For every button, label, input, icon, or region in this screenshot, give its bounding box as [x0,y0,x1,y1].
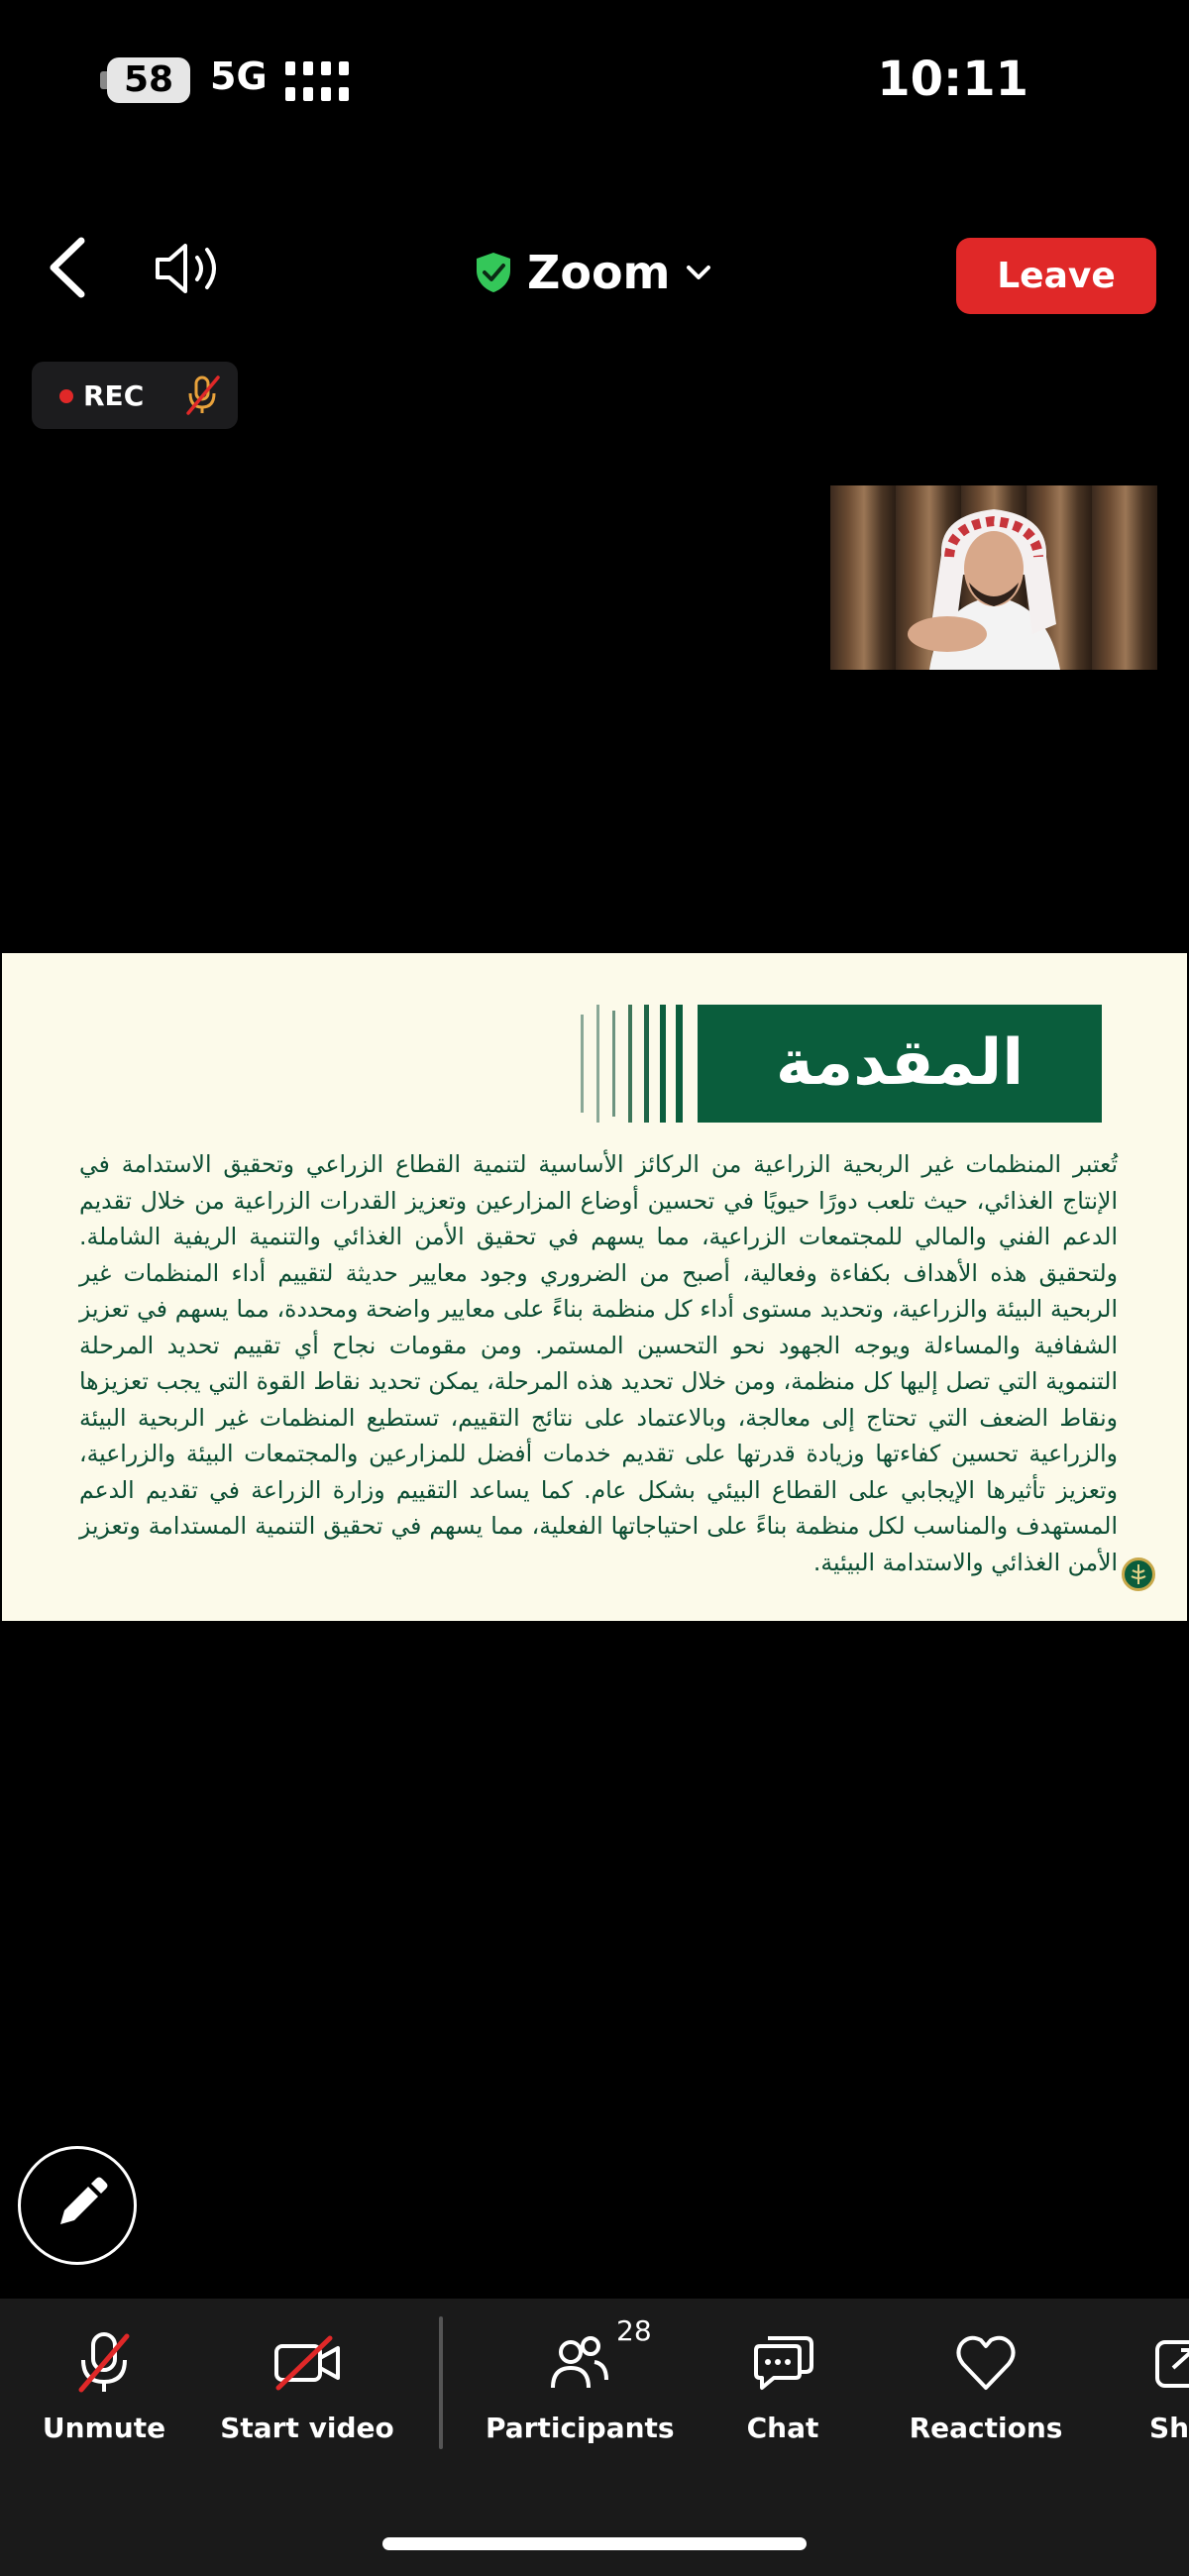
chat-button[interactable] [723,2328,842,2477]
slide-body-text: تُعتبر المنظمات غير الربحية الزراعية من الركائز الأساسية لتنمية القطاع الزراعي وتحقيق الاستدامة في الإنتاج الغذائي، حيث تلعب دورًا حيويًا في تحسين أوضاع المزارعين وتعزيز القدرات الزراعية من خلال تقديم الدعم الفني والمالي للمجتمعات الزراعية، مما يسهم في تحقيق الأمن الغذائي والتنمية الريفية الشاملة. ولتحقيق هذه الأهداف بكفاءة وفعالية، أصبح من الضروري وجود معايير حديثة لتقييم أداء المنظمات غير الربحية البيئة والزراعية، وتحديد مستوى أداء كل منظمة بناءً على معايير واضحة ومحددة، مما يسهم في تعزيز الشفافية والمساءلة ويوجه الجهود نحو التحسين المستمر. ومن مقومات نجاح أي تقييم تحديد المرحلة التنموية التي تصل إليها كل منظمة، ومن خلال تحديد هذه المرحلة، يمكن تحديد نقاط القوة التي يجب تعزيزها ونقاط الضعف التي تحتاج إلى معالجة، وبالاعتماد على نتائج التقييم، تستطيع المنظمات غير الربحية البيئة والزراعية تحسين كفاءتها وزيادة قدرتها على تقديم خدمات أفضل للمزارعين والمجتمعات البيئة والزراعية، وتعزيز تأثيرها الإيجابي على القطاع البيئي بشكل عام. كما يساعد التقييم وزارة الزراعة في تقديم الدعم المستهدف والمناسب لكل منظمة بناءً على احتياجاتها الفعلية، مما يسهم في تحقيق التنمية المستدامة وتعزيز الأمن الغذائي والاستدامة البيئية. [79,1150,1118,1576]
heart-icon [951,2328,1021,2398]
home-indicator[interactable] [382,2537,807,2550]
leave-button[interactable]: Leave [956,238,1156,314]
network-type: 5G [210,54,268,98]
meeting-toolbar [0,2299,1189,2576]
speaker-button[interactable] [154,240,225,297]
shield-check-icon [474,251,513,294]
share-button[interactable] [1149,2328,1189,2477]
chevron-down-icon [685,263,712,282]
chat-icon [748,2328,817,2398]
participants-icon [545,2328,614,2398]
recording-dot [59,389,73,403]
recording-label: REC [83,379,145,412]
unmute-button[interactable] [30,2328,178,2477]
participants-button[interactable] [486,2328,674,2477]
annotate-button[interactable] [18,2146,137,2265]
recording-indicator [32,362,238,429]
battery-tip [100,71,107,89]
speaker-icon [154,240,225,297]
battery-indicator: 58 [107,57,190,103]
decorative-stripes [577,1005,686,1123]
chevron-left-icon [40,233,99,302]
share-icon [1149,2328,1189,2398]
participants-label: Participants [486,2412,675,2444]
mic-off-icon [180,374,224,417]
back-button[interactable] [40,233,99,302]
mic-off-icon [69,2328,139,2398]
clock: 10:11 [877,52,1028,107]
participant-video[interactable] [830,485,1157,670]
pencil-icon [21,2149,134,2262]
reactions-label: Reactions [909,2412,1063,2444]
meeting-header [0,213,1189,337]
share-label: Sh [1149,2412,1189,2444]
start-video-label: Start video [220,2412,394,2444]
reactions-button[interactable] [902,2328,1070,2477]
unmute-label: Unmute [42,2412,166,2444]
video-off-icon [272,2328,342,2398]
participant-avatar [830,485,1157,670]
signal-icon [285,61,351,101]
slide-heading: المقدمة [698,1005,1102,1123]
toolbar-divider [439,2316,443,2449]
shared-slide [2,953,1187,1621]
meeting-title-text: Zoom [527,246,671,299]
meeting-title[interactable] [474,243,712,302]
status-bar [0,0,1189,159]
chat-label: Chat [746,2412,819,2444]
participants-count: 28 [616,2314,652,2347]
ministry-logo-icon [1122,1557,1155,1591]
start-video-button[interactable] [218,2328,396,2477]
